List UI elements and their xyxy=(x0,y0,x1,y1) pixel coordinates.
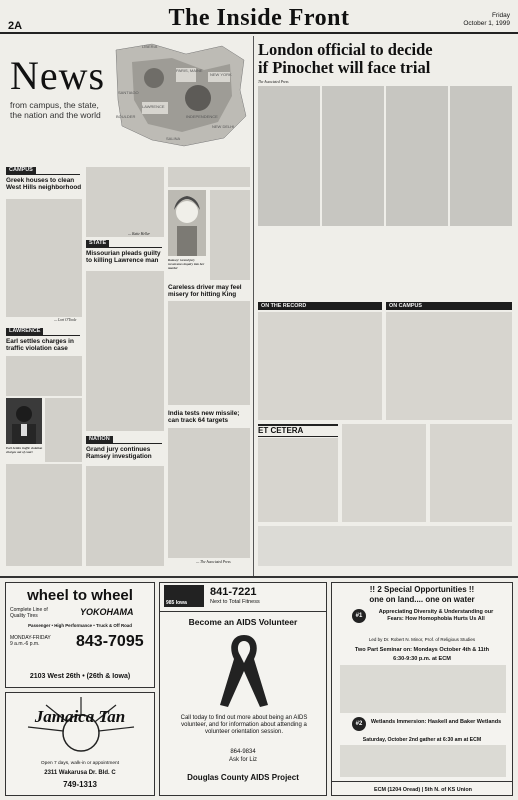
on-the-record-list xyxy=(258,312,382,420)
london-text-columns xyxy=(258,86,512,236)
item1-time: 6:30-9:30 p.m. at ECM xyxy=(393,656,451,662)
item1-badge: #1 xyxy=(352,609,366,623)
place-lawrence: LAWRENCE xyxy=(142,104,165,109)
wheel-ad-title: wheel to wheel xyxy=(27,587,133,604)
campus-headline: Greek houses to clean West Hills neighborhood xyxy=(6,177,82,192)
london-credit: The Associated Press xyxy=(258,80,289,84)
item1-led: Led by Dr. Robert N. Minor, Prof. of Religious Studies xyxy=(368,637,476,642)
place-paris-maine: PARIS, MAINE xyxy=(176,68,203,73)
on-campus-label: ON CAMPUS xyxy=(386,302,512,310)
special-ad-headline-1: !! 2 Special Opportunities !! xyxy=(369,585,475,594)
yokohama-logo: YOKOHAMA xyxy=(80,607,134,617)
page-number: 2A xyxy=(8,20,23,32)
london-headline-line-1: London official to decide xyxy=(258,40,433,59)
item2-when: Saturday, October 2nd gather at 6:30 am at ECM xyxy=(362,737,482,743)
state-rule xyxy=(86,247,162,248)
lawrence-rule xyxy=(6,335,80,336)
place-liberia: LIBERIA xyxy=(142,44,158,49)
item2-title: Wetlands Immersion: Haskell and Baker Wetlands xyxy=(370,719,502,725)
india-credit: — The Associated Press xyxy=(196,560,231,564)
ramsey-photo-graphic xyxy=(168,190,206,256)
item1-details-text xyxy=(340,665,506,713)
campus-story-continued xyxy=(86,167,164,237)
subtitle-line-1: from campus, the state, xyxy=(10,100,99,110)
wheel-ad-phone: 843-7095 xyxy=(76,633,144,650)
place-new-york: NEW YORK xyxy=(210,72,232,77)
item1-when: Two Part Seminar on: Mondays October 4th & 11th xyxy=(354,647,490,653)
nation-story-text xyxy=(86,466,164,566)
aids-ad-phone: 841-7221 xyxy=(210,586,257,598)
aids-ad-rule xyxy=(160,611,327,612)
aids-ad-ask: Ask for Liz xyxy=(228,757,257,763)
special-ad-footer: ECM (1204 Oread) | 5th N. of KS Union xyxy=(332,781,513,796)
place-salina: SALINA xyxy=(166,136,181,141)
careless-story-text xyxy=(168,301,250,405)
ramsey-photo xyxy=(168,190,206,256)
jamaica-tan-phone: 749-1313 xyxy=(63,780,97,789)
london-headline-line-2: if Pinochet will face trial xyxy=(258,58,431,77)
campus-label: CAMPUS xyxy=(6,167,36,174)
ramsey-photo-caption: Ramsey: Grand jury reconvenes inquiry into her murder xyxy=(168,258,205,270)
aids-ad-body: Call today to find out more about being an AIDS volunteer, and for information about attending a volunteer orientation session. xyxy=(180,715,308,735)
corrections-text xyxy=(258,526,512,566)
lawrence-story-text-right xyxy=(45,398,82,462)
london-headline xyxy=(258,41,512,77)
et-cetera-text-3 xyxy=(430,424,512,522)
issue-day: Friday xyxy=(491,12,510,19)
state-credit: — Katie Heller xyxy=(128,232,150,236)
london-story-text xyxy=(258,86,512,236)
masthead xyxy=(0,0,518,34)
nation-label: NATION xyxy=(86,436,113,443)
state-headline: Missourian pleads guilty to killing Lawrence man xyxy=(86,250,161,265)
special-ad-headline xyxy=(332,585,512,604)
wheel-to-wheel-ad xyxy=(5,582,155,688)
aids-volunteer-ad xyxy=(159,582,327,796)
lawrence-story-text-top xyxy=(6,356,82,396)
col3-text-top xyxy=(168,167,250,187)
et-cetera-text xyxy=(258,438,338,522)
radio-address: 985 Iowa xyxy=(166,600,187,606)
state-label: STATE xyxy=(86,240,109,247)
issue-date-text: October 1, 1999 xyxy=(463,20,510,27)
ads-divider xyxy=(0,576,518,578)
earl-photo-graphic xyxy=(6,398,42,444)
place-santiago: SANTIAGO xyxy=(118,90,139,95)
wheel-ad-hours-value: 9 a.m.-6 p.m. xyxy=(10,641,40,647)
campus-story-text xyxy=(6,199,82,317)
aids-ad-headline: Become an AIDS Volunteer xyxy=(188,617,298,627)
jamaica-tan-hours: Open 7 days, walk-in or appointment xyxy=(40,761,120,766)
earl-photo xyxy=(6,398,42,444)
india-headline: India tests new missile; can track 64 targets xyxy=(168,410,240,425)
news-section-subtitle xyxy=(10,100,101,120)
et-cetera-text-2 xyxy=(342,424,426,522)
earl-photo-caption: Earl Settles traffic violation charges out of court xyxy=(6,446,43,454)
special-opportunities-ad xyxy=(331,582,513,796)
wheel-ad-address: 2103 West 26th • (26th & Iowa) xyxy=(29,673,131,680)
campus-credit: — Lori O'Toole xyxy=(54,318,77,322)
item2-badge: #2 xyxy=(352,717,366,731)
jamaica-tan-sun-graphic xyxy=(6,693,155,763)
on-campus-list xyxy=(386,312,512,420)
page-title: The Inside Front xyxy=(168,5,350,31)
subtitle-line-2: the nation and the world xyxy=(10,110,101,120)
col3-text-right xyxy=(210,190,250,280)
item2-details-text xyxy=(340,745,506,777)
wheel-ad-tagline xyxy=(10,607,48,619)
column-divider xyxy=(253,36,254,576)
news-section-title: News xyxy=(10,53,106,98)
state-story-text xyxy=(86,271,164,431)
special-ad-headline-2: one on land.... one on water xyxy=(369,594,475,604)
on-the-record-label: ON THE RECORD xyxy=(258,302,382,310)
ribbon-icon xyxy=(212,629,276,709)
jamaica-tan-ad xyxy=(5,692,155,796)
lawrence-headline: Earl settles charges in traffic violation case xyxy=(6,338,74,353)
place-new-delhi: NEW DELHI xyxy=(212,124,235,129)
news-map-collage xyxy=(112,40,248,152)
aids-ad-phone2: 864-9834 xyxy=(230,749,256,755)
jamaica-tan-address: 2311 Wakarusa Dr. Bld. C xyxy=(44,770,116,776)
item1-title: Appreciating Diversity & Understanding our Fears: How Homophobia Hurts Us All xyxy=(378,609,494,622)
aids-ad-tagline: Next to Total Fitness xyxy=(210,599,260,605)
wheel-ad-tagline-1: Complete Line of xyxy=(10,607,48,613)
place-independence: INDEPENDENCE xyxy=(186,114,218,119)
nation-rule xyxy=(86,443,162,444)
india-story-text xyxy=(168,428,250,558)
aids-ad-org: Douglas County AIDS Project xyxy=(187,773,299,782)
et-cetera-label: ET CETERA xyxy=(258,424,338,437)
lawrence-story-text-bottom xyxy=(6,464,82,566)
wheel-ad-hours-label: MONDAY-FRIDAY xyxy=(10,635,51,641)
place-boulder: BOULDER xyxy=(116,114,136,119)
wheel-ad-hours xyxy=(10,635,51,647)
jamaica-tan-title: Jamaica Tan xyxy=(34,707,126,726)
wheel-ad-tagline-2: Quality Tires xyxy=(10,613,38,619)
careless-headline: Careless driver may feel misery for hitting King xyxy=(168,284,242,299)
wheel-ad-services: Passenger • High Performance • Truck & Off Road xyxy=(28,623,132,628)
campus-rule xyxy=(6,174,80,175)
nation-headline: Grand jury continues Ramsey investigation xyxy=(86,446,152,461)
lawrence-label: LAWRENCE xyxy=(6,328,43,335)
issue-date xyxy=(463,12,510,28)
